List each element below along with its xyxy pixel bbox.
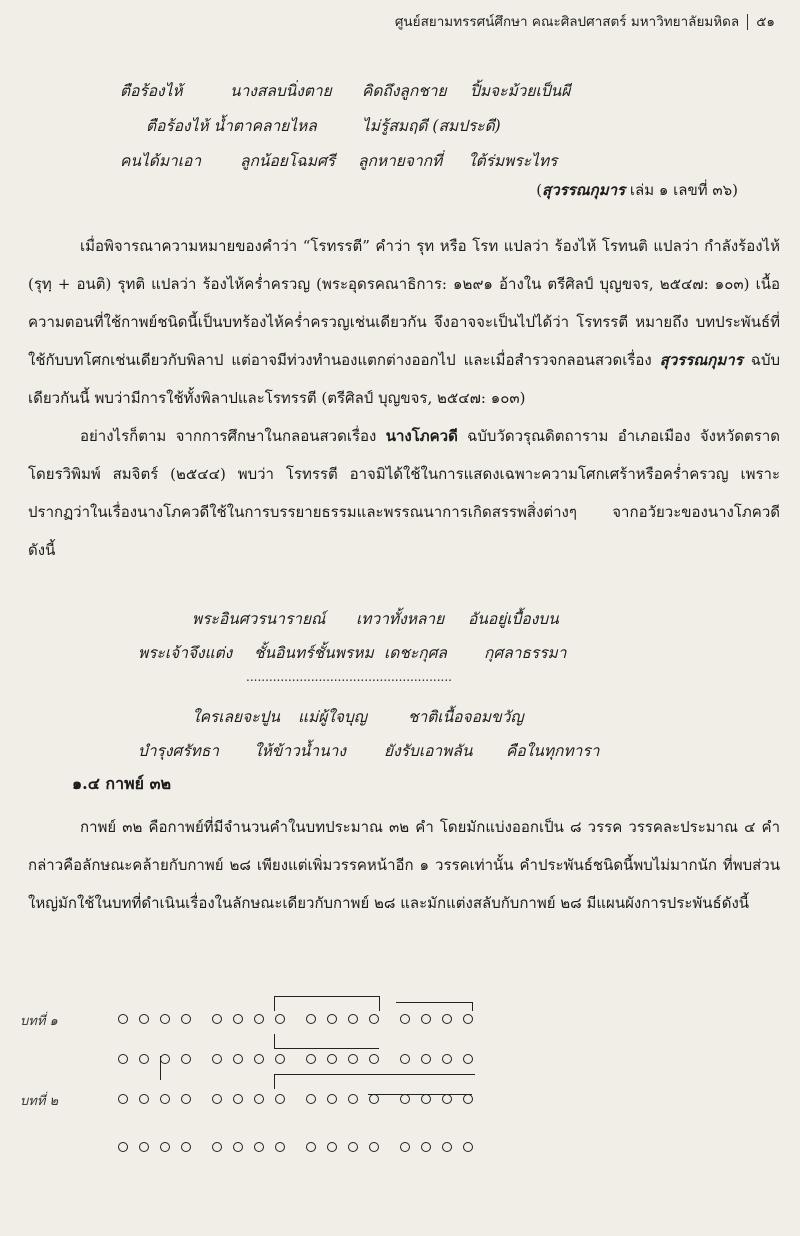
- syllable-circle: [327, 1014, 337, 1024]
- syllable-circle: [421, 1094, 431, 1104]
- section-heading: ๑.๔ กาพย์ ๓๒: [72, 774, 172, 793]
- paragraph-1: [28, 227, 780, 417]
- syllable-circle: [139, 1014, 149, 1024]
- syllable-circle: [327, 1094, 337, 1104]
- citation-open: (: [536, 181, 543, 199]
- running-header: [380, 10, 775, 32]
- poem-segment: ปิ้มจะม้วยเป็นผี: [470, 82, 571, 100]
- paragraph-bold-title: นางโภควดี: [385, 427, 458, 445]
- syllable-circle: [369, 1054, 379, 1064]
- syllable-circle: [348, 1142, 358, 1152]
- syllable-circle: [421, 1054, 431, 1064]
- syllable-circle: [348, 1054, 358, 1064]
- syllable-circle: [442, 1142, 452, 1152]
- poem-segment: ลูกหายจากที่: [358, 152, 443, 170]
- syllable-circle: [400, 1094, 410, 1104]
- poem-segment: ตือร้องไห้: [120, 82, 183, 100]
- poem-segment: ยังรับเอาพลัน: [384, 742, 473, 760]
- syllable-circle: [233, 1142, 243, 1152]
- syllable-circle: [254, 1054, 264, 1064]
- syllable-circle: [160, 1142, 170, 1152]
- poem-segment: ตือร้องไห้ น้ำตาคลายไหล: [146, 117, 317, 135]
- poem-segment: อันอยู่เบื้องบน: [468, 610, 559, 628]
- syllable-circle: [327, 1142, 337, 1152]
- citation-rest: เล่ม ๑ เลขที่ ๓๖): [625, 181, 738, 199]
- syllable-circle: [306, 1014, 316, 1024]
- rhyme-bracket: [274, 1074, 475, 1089]
- syllable-circle: [212, 1094, 222, 1104]
- poem-segment: ชั้นอินทร์ชั้นพรหม: [254, 644, 374, 662]
- syllable-circle: [421, 1014, 431, 1024]
- paragraph-bold-title: สุวรรณกุมาร: [659, 351, 743, 369]
- syllable-circle: [275, 1094, 285, 1104]
- poem-segment: ให้ข้าวน้ำนาง: [254, 742, 346, 760]
- poem-segment: พระเจ้าจึงแต่ง: [138, 644, 233, 662]
- paragraph-text: กาพย์ ๓๒ คือกาพย์ที่มีจำนวนคำในบทประมาณ ๓๒ คำ โดยมักแบ่งออกเป็น ๘ วรรค วรรคละประมาณ ๔ คำ กล่าวคือลักษณะคล้ายกับกาพย์ ๒๘ เพียงแต่เพิ่มวรรคหน้าอีก ๑ วรรคเท่านั้น คำประพันธ์ชนิดนี้พบไม่มากนัก ที่พบส่วนใหญ่มักใช้ในบทที่ดำเนินเรื่องในลักษณะเดียวกับกาพย์ ๒๘ และมักแต่งสลับกับกาพย์ ๒๘ มีแผนผังการประพันธ์ดังนี้: [28, 818, 780, 912]
- syllable-circle: [254, 1094, 264, 1104]
- syllable-circle: [275, 1142, 285, 1152]
- poem-segment: กุศลาธรรมา: [484, 644, 567, 662]
- page-number: ๕๑: [747, 14, 775, 30]
- rhyme-bracket: [160, 1056, 161, 1080]
- syllable-circle: [212, 1014, 222, 1024]
- poem-segment: คนได้มาเอา: [120, 152, 202, 170]
- paragraph-2: [28, 417, 780, 569]
- syllable-circle: [160, 1094, 170, 1104]
- syllable-circle: [442, 1014, 452, 1024]
- syllable-circle: [233, 1054, 243, 1064]
- syllable-circle: [139, 1054, 149, 1064]
- rhyme-bracket: [396, 1002, 473, 1011]
- syllable-circle: [463, 1014, 473, 1024]
- syllable-circle: [369, 1094, 379, 1104]
- poem-segment: พระอินศวรนารายณ์: [192, 610, 326, 628]
- rhyme-bracket: [274, 1034, 379, 1049]
- poem-segment: แม่ผู้ใจบุญ: [298, 708, 367, 726]
- syllable-circle: [348, 1094, 358, 1104]
- poem-segment: นางสลบนิ่งตาย: [230, 82, 332, 100]
- syllable-circle: [212, 1142, 222, 1152]
- ellipsis-line: ......................................................: [246, 670, 452, 684]
- paragraph-3: [28, 808, 780, 922]
- paragraph-text: ฉบับวัดวรุณดิตถาราม อำเภอเมือง จังหวัดตราด โดยรวิพิมพ์ สมจิตร์ (๒๕๔๔) พบว่า โรทรรตี อาจมิได้ใช้ในการแสดงเฉพาะความโศกเศร้าหรือคร่ำครวญ เพราะปรากฏว่าในเรื่องนางโภควดีใช้ในการบรรยายธรรมและพรรณนาการเกิดสรรพสิ่งต่างๆ จากอวัยวะของนางโภควดี ดังนี้: [28, 427, 780, 559]
- poem-segment: คือในทุกทารา: [506, 742, 600, 760]
- syllable-circle: [254, 1014, 264, 1024]
- syllable-circle: [306, 1094, 316, 1104]
- poem-segment: เทวาทั้งหลาย: [356, 610, 445, 628]
- syllable-circle: [463, 1142, 473, 1152]
- syllable-circle: [181, 1094, 191, 1104]
- syllable-circle: [369, 1142, 379, 1152]
- poem-segment: บำรุงศรัทธา: [138, 742, 219, 760]
- syllable-circle: [212, 1054, 222, 1064]
- syllable-circle: [306, 1142, 316, 1152]
- syllable-circle: [118, 1142, 128, 1152]
- syllable-circle: [181, 1054, 191, 1064]
- poem-segment: คิดถึงลูกชาย: [362, 82, 447, 100]
- syllable-circle: [275, 1014, 285, 1024]
- poem-segment: ไม่รู้สมฤดี (สมประดี): [362, 117, 501, 135]
- paragraph-text: อย่างไรก็ตาม จากการศึกษาในกลอนสวดเรื่อง: [80, 427, 386, 445]
- syllable-circle: [327, 1054, 337, 1064]
- syllable-circle: [254, 1142, 264, 1152]
- syllable-circle: [139, 1142, 149, 1152]
- poem-segment: ใครเลยจะปูน: [192, 708, 280, 726]
- syllable-circle: [400, 1054, 410, 1064]
- syllable-circle: [369, 1014, 379, 1024]
- source-citation: [536, 178, 738, 202]
- poem-segment: ลูกน้อยโฉมศรี: [240, 152, 336, 170]
- syllable-circle: [463, 1054, 473, 1064]
- syllable-circle: [139, 1094, 149, 1104]
- citation-title: สุวรรณกุมาร: [542, 181, 626, 199]
- poem-segment: ชาติเนื้อจอมขวัญ: [408, 708, 524, 726]
- header-title: ศูนย์สยามทรรศน์ศึกษา คณะศิลปศาสตร์ มหาวิทยาลัยมหิดล: [394, 14, 740, 30]
- syllable-circle: [160, 1014, 170, 1024]
- syllable-circle: [463, 1094, 473, 1104]
- syllable-circle: [160, 1054, 170, 1064]
- syllable-circle: [442, 1094, 452, 1104]
- syllable-circle: [118, 1054, 128, 1064]
- syllable-circle: [233, 1094, 243, 1104]
- paragraph-text: ฉบับเดียวกันนี้ พบว่ามีการใช้ทั้งพิลาปและโรทรรตี (ตรีศิลป์ บุญขจร, ๒๕๔๗: ๑๐๓): [28, 351, 780, 407]
- poem-segment: เดชะกุศล: [384, 644, 447, 662]
- syllable-circle: [275, 1054, 285, 1064]
- syllable-circle: [442, 1054, 452, 1064]
- syllable-circle: [118, 1094, 128, 1104]
- syllable-circle: [118, 1014, 128, 1024]
- syllable-circle: [233, 1014, 243, 1024]
- rhyme-bracket: [368, 1094, 472, 1095]
- syllable-circle: [181, 1142, 191, 1152]
- paragraph-text: เมื่อพิจารณาความหมายของคำว่า “โรทรรตี” คำว่า รุท หรือ โรท แปลว่า ร้องไห้ โรทนติ แปลว่า กำลังร้องไห้ (รุทฺ + อนติ) รุทติ แปลว่า ร้องไห้คร่ำครวญ (พระอุดรคณาธิการ: ๑๒๙๑ อ้างใน ตรีศิลป์ บุญขจร, ๒๕๔๗: ๑๐๓) เนื้อความตอนที่ใช้กาพย์ชนิดนี้เป็นบทร้องไห้คร่ำครวญเช่นเดียวกัน จึงอาจจะเป็นไปได้ว่า โรทรรตี หมายถึง บทประพันธ์ที่ใช้กับบทโศกเช่นเดียวกับพิลาป แต่อาจมีท่วงทำนองแตกต่างออกไป และเมื่อสำรวจกลอนสวดเรื่อง: [28, 237, 780, 369]
- stanza-label-2: บทที่ ๒: [20, 1094, 59, 1109]
- syllable-circle: [400, 1142, 410, 1152]
- syllable-circle: [181, 1014, 191, 1024]
- syllable-circle: [348, 1014, 358, 1024]
- stanza-label-1: บทที่ ๑: [20, 1014, 58, 1029]
- syllable-circle: [400, 1014, 410, 1024]
- poem-segment: ใต้ร่มพระไทร: [468, 152, 558, 170]
- syllable-circle: [421, 1142, 431, 1152]
- syllable-circle: [306, 1054, 316, 1064]
- rhyme-bracket: [274, 996, 380, 1011]
